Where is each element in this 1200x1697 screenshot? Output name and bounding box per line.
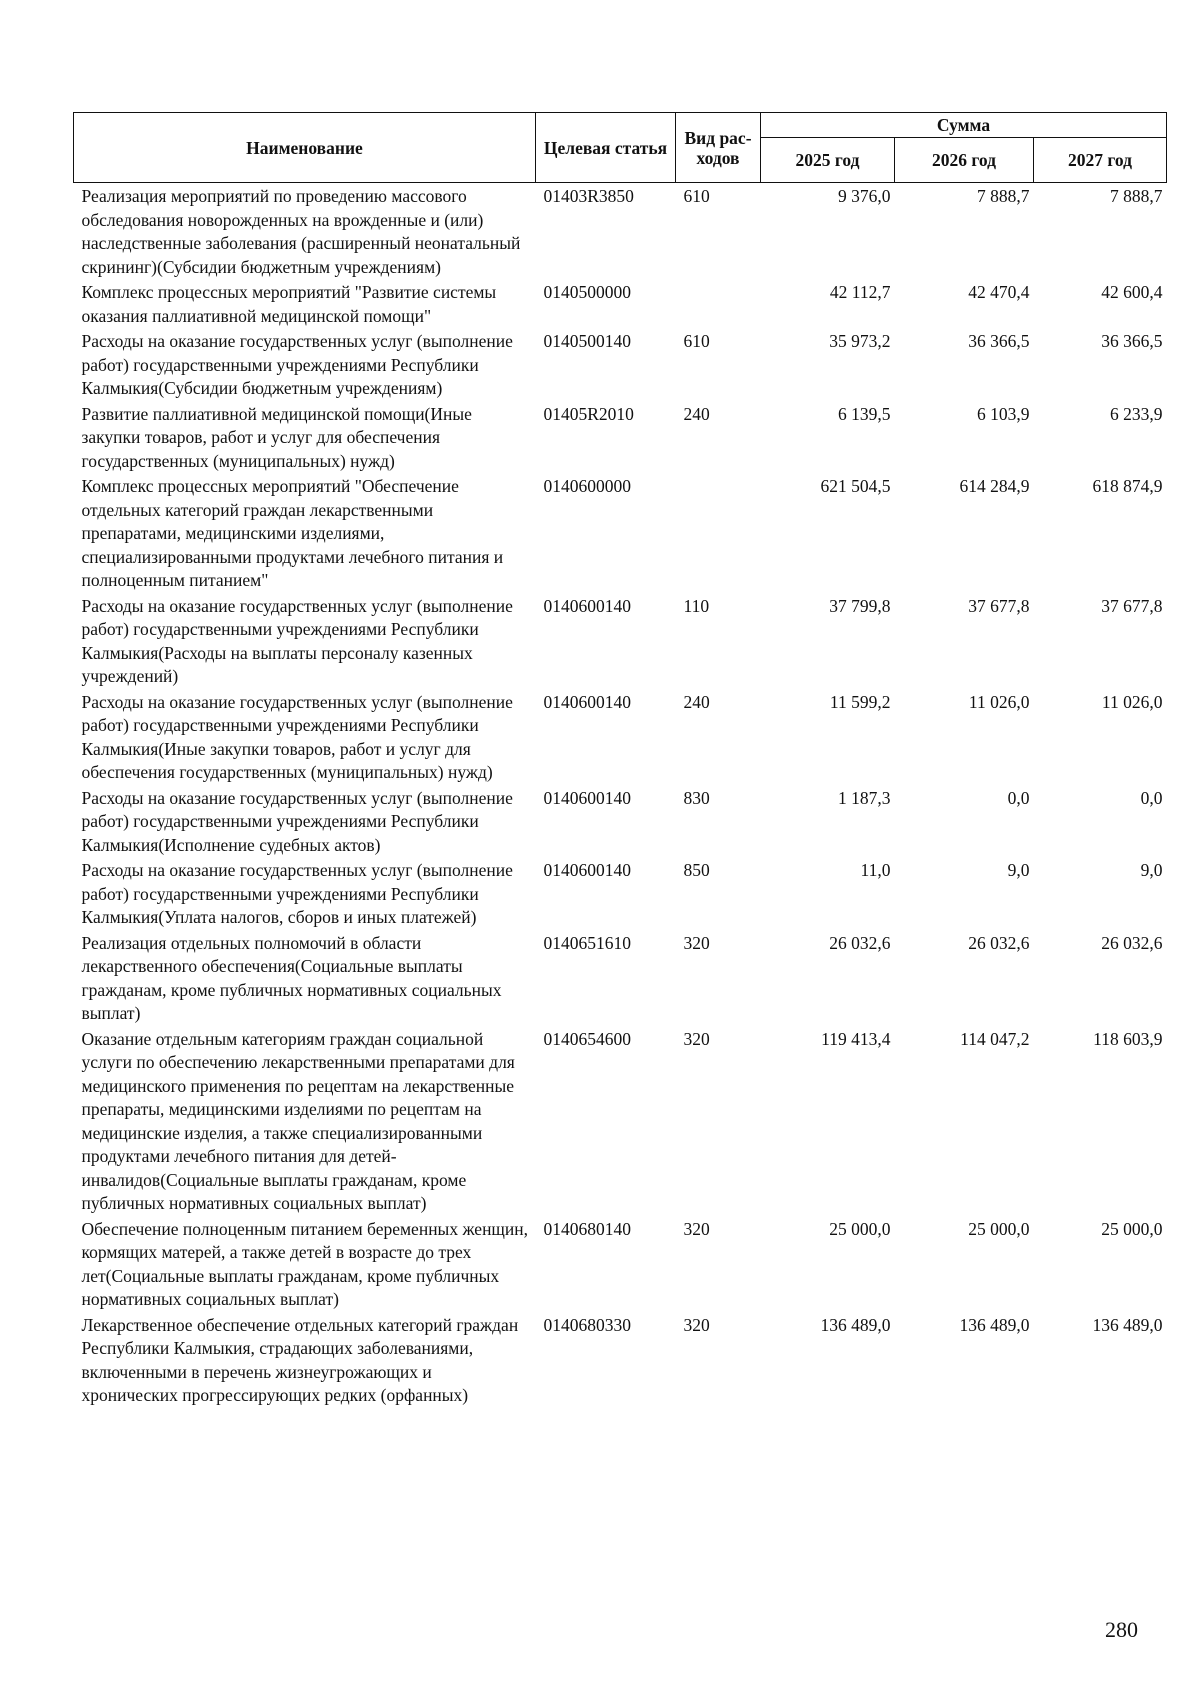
row-target-code: 0140600140	[543, 691, 631, 712]
table-row	[74, 1026, 1167, 1216]
row-vid: 830	[683, 787, 710, 808]
row-amount-2026: 9,0	[1007, 860, 1030, 880]
row-amount-2026: 114 047,2	[960, 1028, 1030, 1049]
row-name: Расходы на оказание государственных услуг (выполнение работ) государственными учреждениями Республики Калмыкия(Иные закупки товаров, работ и услуг для обеспечения государственных (муниципальных) нужд)	[81, 691, 513, 782]
row-amount-2025: 25 000,0	[829, 1218, 891, 1239]
header-target: Целевая статья	[536, 113, 676, 183]
header-vid: Вид рас-ходов	[676, 113, 761, 183]
row-vid: 610	[683, 331, 710, 351]
table-row	[74, 593, 1167, 689]
row-name: Расходы на оказание государственных услуг (выполнение работ) государственными учреждениями Республики Калмыкия(Уплата налогов, сборов и иных платежей)	[81, 860, 513, 927]
row-amount-2026: 614 284,9	[959, 476, 1030, 496]
row-amount-2026: 25 000,0	[968, 1218, 1030, 1239]
row-amount-2025: 621 504,5	[820, 476, 891, 496]
row-target-code: 0140680140	[543, 1218, 631, 1239]
row-amount-2026: 11 026,0	[968, 691, 1030, 712]
row-name: Комплекс процессных мероприятий "Развитие системы оказания паллиативной медицинской помощи"	[81, 282, 497, 326]
row-target-code: 0140680330	[543, 1314, 631, 1335]
table-row	[74, 183, 1167, 280]
row-amount-2027: 9,0	[1140, 860, 1163, 880]
row-amount-2027: 136 489,0	[1092, 1314, 1163, 1335]
table-row	[74, 930, 1167, 1026]
row-amount-2027: 36 366,5	[1101, 331, 1163, 351]
row-name: Комплекс процессных мероприятий "Обеспечение отдельных категорий граждан лекарственными препаратами, медицинскими изделиями, специализированными продуктами лечебного питания и полноценным питанием"	[81, 476, 504, 590]
row-amount-2025: 9 376,0	[838, 186, 891, 206]
row-name: Обеспечение полноценным питанием беременных женщин, кормящих матерей, а также детей в возрасте до трех лет(Социальные выплаты гражданам, кроме публичных нормативных социальных выплат)	[81, 1218, 529, 1309]
row-amount-2027: 26 032,6	[1101, 932, 1163, 953]
header-sum: Сумма	[761, 113, 1167, 138]
table-row	[74, 279, 1167, 328]
row-target-code: 0140500000	[543, 282, 631, 302]
row-amount-2025: 1 187,3	[838, 787, 891, 808]
header-2026: 2026 год	[895, 138, 1034, 183]
header-2025: 2025 год	[761, 138, 895, 183]
header-name: Наименование	[74, 113, 536, 183]
row-amount-2026: 42 470,4	[968, 282, 1030, 302]
row-amount-2027: 0,0	[1140, 787, 1163, 808]
row-target-code: 0140654600	[543, 1028, 631, 1049]
row-amount-2027: 37 677,8	[1101, 595, 1163, 616]
row-vid: 320	[683, 1218, 710, 1239]
table-row	[74, 689, 1167, 785]
header-2027: 2027 год	[1034, 138, 1167, 183]
table-row	[74, 857, 1167, 930]
row-amount-2025: 136 489,0	[820, 1314, 891, 1335]
row-vid	[676, 473, 761, 593]
row-name: Реализация отдельных полномочий в области лекарственного обеспечения(Социальные выплаты гражданам, кроме публичных нормативных социальных выплат)	[81, 932, 502, 1023]
page-number: 280	[1105, 1617, 1138, 1642]
table-row	[74, 328, 1167, 401]
table-row	[74, 1312, 1167, 1408]
row-target-code: 0140600140	[543, 595, 631, 616]
row-name: Оказание отдельным категориям граждан социальной услуги по обеспечению лекарственными препаратами для медицинского применения по рецептам на лекарственные препараты, медицинскими изделиями по рецептам на медицинские изделия, а также специализированными продуктами лечебного питания для детей-инвалидов(Социальные выплаты гражданам, кроме публичных нормативных социальных выплат)	[81, 1028, 515, 1213]
row-amount-2025: 119 413,4	[821, 1028, 891, 1049]
row-name: Реализация мероприятий по проведению массового обследования новорожденных на врожденные и (или) наследственные заболевания (расширенный неонатальный скрининг)(Субсидии бюджетным учреждениям)	[81, 186, 521, 277]
row-amount-2025: 35 973,2	[829, 331, 891, 351]
row-amount-2027: 25 000,0	[1101, 1218, 1163, 1239]
row-vid: 850	[683, 860, 710, 880]
row-name: Лекарственное обеспечение отдельных категорий граждан Республики Калмыкия, страдающих заболеваниями, включенными в перечень жизнеугрожающих и хронических прогрессирующих редких (орфанных)	[81, 1314, 519, 1405]
row-vid: 320	[683, 1028, 710, 1049]
row-amount-2026: 136 489,0	[959, 1314, 1030, 1335]
row-amount-2027: 7 888,7	[1110, 186, 1163, 206]
row-vid	[676, 279, 761, 328]
row-amount-2026: 37 677,8	[968, 595, 1030, 616]
table-row	[74, 785, 1167, 858]
table-header	[74, 113, 1167, 183]
row-name: Расходы на оказание государственных услуг (выполнение работ) государственными учреждениями Республики Калмыкия(Исполнение судебных актов)	[81, 787, 513, 855]
row-amount-2025: 26 032,6	[829, 932, 891, 953]
row-vid: 110	[683, 595, 710, 616]
row-amount-2027: 11 026,0	[1101, 691, 1163, 712]
row-target-code: 0140600140	[543, 860, 631, 880]
row-name: Развитие паллиативной медицинской помощи(Иные закупки товаров, работ и услуг для обеспечения государственных (муниципальных) нужд)	[81, 403, 472, 471]
row-amount-2027: 618 874,9	[1092, 476, 1163, 496]
row-vid: 320	[683, 1314, 710, 1335]
row-target-code: 01405R2010	[543, 403, 634, 424]
row-vid: 240	[683, 403, 710, 424]
table-body	[74, 183, 1167, 1408]
row-amount-2025: 6 139,5	[838, 403, 891, 424]
row-amount-2027: 118 603,9	[1093, 1028, 1163, 1049]
row-amount-2025: 37 799,8	[829, 595, 891, 616]
row-name: Расходы на оказание государственных услуг (выполнение работ) государственными учреждениями Республики Калмыкия(Расходы на выплаты персоналу казенных учреждений)	[81, 595, 513, 686]
table-row	[74, 1216, 1167, 1312]
row-target-code: 0140651610	[543, 932, 631, 953]
row-target-code: 0140500140	[543, 331, 631, 351]
row-amount-2025: 11,0	[860, 860, 891, 880]
row-target-code: 0140600140	[543, 787, 631, 808]
row-target-code: 01403R3850	[543, 186, 634, 206]
row-amount-2027: 6 233,9	[1110, 403, 1163, 424]
row-amount-2025: 11 599,2	[829, 691, 891, 712]
row-amount-2026: 6 103,9	[977, 403, 1030, 424]
table-row	[74, 401, 1167, 474]
table-row	[74, 473, 1167, 593]
row-vid: 610	[683, 186, 710, 206]
row-vid: 320	[683, 932, 710, 953]
row-amount-2025: 42 112,7	[829, 282, 891, 302]
row-amount-2026: 36 366,5	[968, 331, 1030, 351]
budget-table	[73, 112, 1167, 1408]
row-vid: 240	[683, 691, 710, 712]
row-name: Расходы на оказание государственных услуг (выполнение работ) государственными учреждениями Республики Калмыкия(Субсидии бюджетным учреждениям)	[81, 331, 513, 398]
row-amount-2026: 7 888,7	[977, 186, 1030, 206]
row-target-code: 0140600000	[543, 476, 631, 496]
row-amount-2026: 0,0	[1007, 787, 1030, 808]
row-amount-2027: 42 600,4	[1101, 282, 1163, 302]
row-amount-2026: 26 032,6	[968, 932, 1030, 953]
